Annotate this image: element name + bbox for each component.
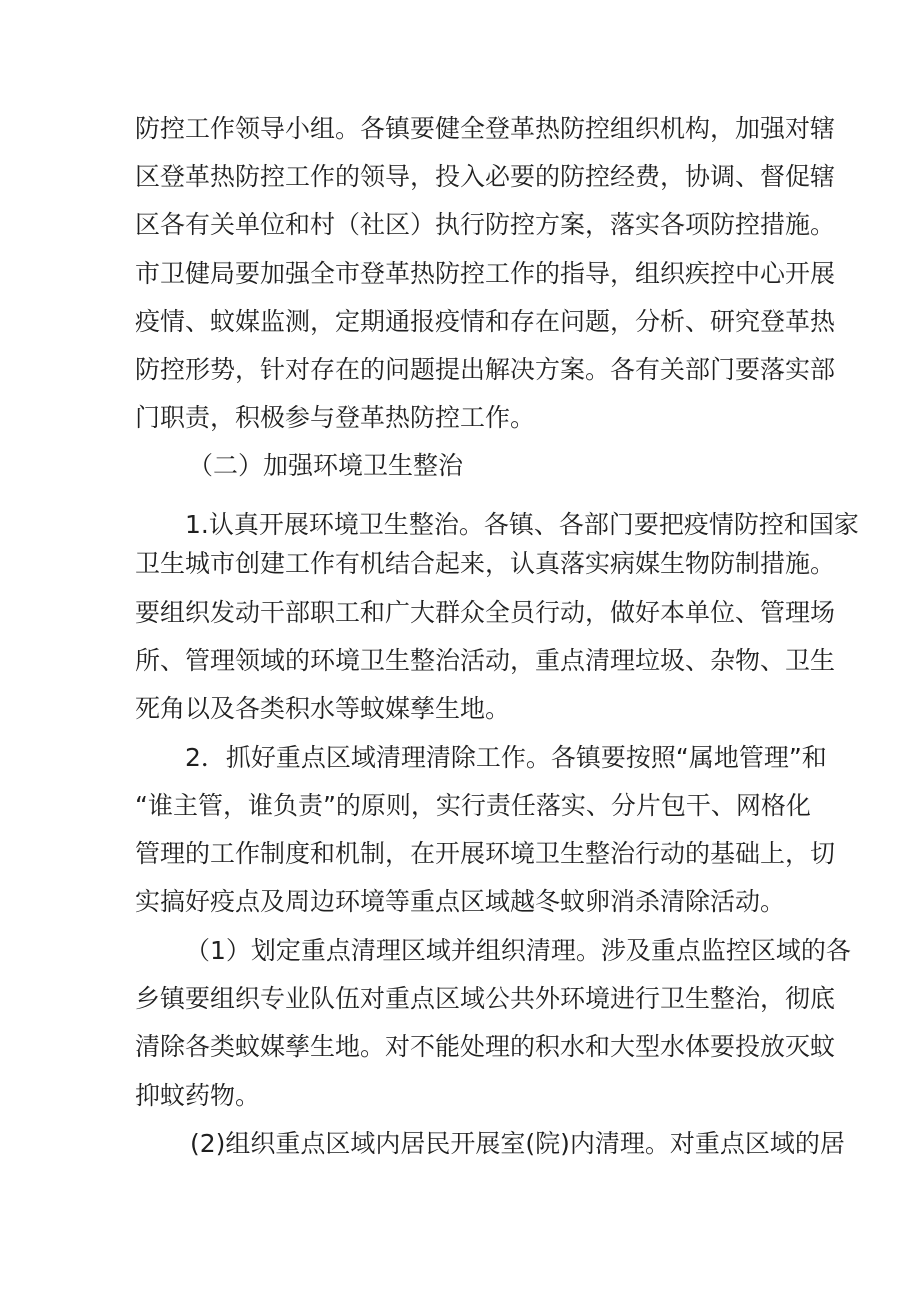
body-line: 市卫健局要加强全市登革热防控工作的指导，组织疾控中心开展 (135, 259, 836, 288)
body-line: 疫情、蚊媒监测，定期通报疫情和存在问题，分析、研究登革热 (135, 307, 836, 336)
body-line: 清除各类蚊媒孳生地。对不能处理的积水和大型水体要投放灭蚊 (135, 1032, 836, 1061)
body-line: 管理的工作制度和机制，在开展环境卫生整治行动的基础上，切 (135, 839, 836, 868)
body-line: 2．抓好重点区域清理清除工作。各镇要按照“属地管理”和 (185, 743, 827, 772)
body-line: 防控工作领导小组。各镇要健全登革热防控组织机构，加强对辖 (135, 114, 836, 143)
body-line: 抑蚊药物。 (135, 1081, 261, 1110)
body-line: 区登革热防控工作的领导，投入必要的防控经费，协调、督促辖 (135, 162, 836, 191)
body-line: (2)组织重点区域内居民开展室(院)内清理。对重点区域的居 (190, 1129, 845, 1158)
body-line: 所、管理领域的环境卫生整治活动，重点清理垃圾、杂物、卫生 (135, 646, 836, 675)
body-line: （1）划定重点清理区域并组织清理。涉及重点监控区域的各 (185, 936, 851, 965)
body-line: 区各有关单位和村（社区）执行防控方案，落实各项防控措施。 (135, 210, 836, 239)
body-line: 门职责，积极参与登革热防控工作。 (135, 403, 536, 432)
body-line: 要组织发动干部职工和广大群众全员行动，做好本单位、管理场 (135, 598, 836, 627)
body-line: 防控形势，针对存在的问题提出解决方案。各有关部门要落实部 (135, 355, 836, 384)
body-line: “谁主管，谁负责”的原则，实行责任落实、分片包干、网格化 (135, 791, 811, 820)
body-line: 卫生城市创建工作有机结合起来，认真落实病媒生物防制措施。 (135, 549, 836, 578)
body-line: 死角以及各类积水等蚊媒孳生地。 (135, 694, 511, 723)
body-line: 乡镇要组织专业队伍对重点区域公共外环境进行卫生整治，彻底 (135, 984, 836, 1013)
body-line: 实搞好疫点及周边环境等重点区域越冬蚊卵消杀清除活动。 (135, 887, 786, 916)
body-line: 1.认真开展环境卫生整治。各镇、各部门要把疫情防控和国家 (185, 510, 859, 539)
section-heading: （二）加强环境卫生整治 (188, 451, 464, 480)
